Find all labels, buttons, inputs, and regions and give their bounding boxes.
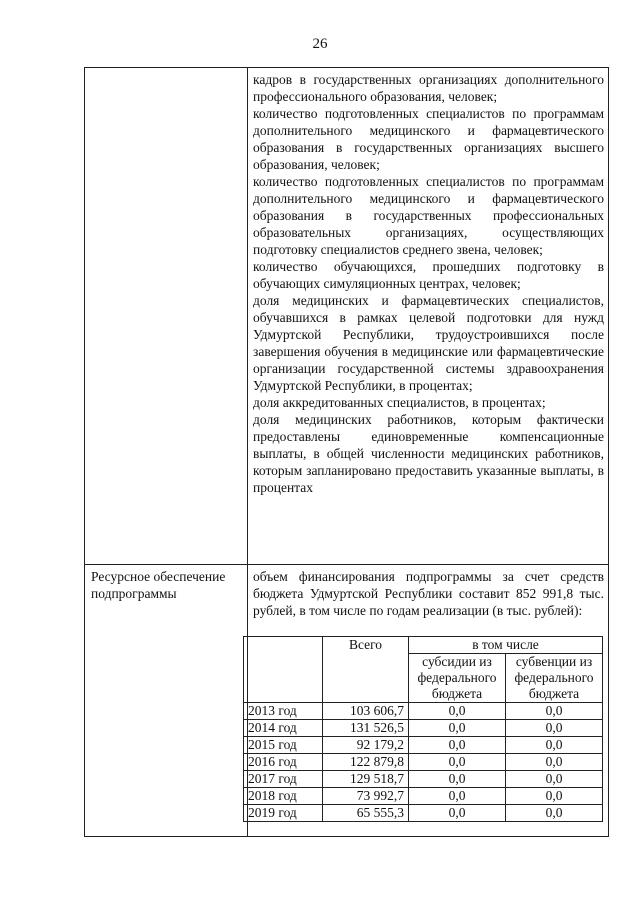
funding-paragraph: объем финансирования подпрограммы за счет средств бюджета Удмуртской Республики составит 852 991,8 тыс. рублей, в том числе по годам реализации (в тыс. рублей): (253, 569, 604, 618)
subventions-header: субвенции из федерального бюджета (506, 654, 603, 703)
year-header (244, 637, 323, 703)
table-row (244, 754, 603, 771)
including-header: в том числе (409, 637, 603, 654)
total-header: Всего (323, 637, 409, 703)
table-row (244, 720, 603, 737)
subsidies-cell: 0,0 (409, 703, 506, 720)
table-row (244, 805, 603, 822)
indicator-item: количество подготовленных специалистов по программам дополнительного медицинского и фармацевтического образования в государственных профессиональных образовательных организациях, осуществляющих подготовку специалистов среднего звена, человек; (253, 174, 604, 257)
table-row (244, 788, 603, 805)
subventions-cell: 0,0 (506, 703, 603, 720)
year-cell: 2013 год (244, 703, 323, 720)
total-cell: 103 606,7 (323, 703, 409, 720)
total-cell: 131 526,5 (323, 720, 409, 737)
subsidies-cell: 0,0 (409, 788, 506, 805)
subsidies-cell: 0,0 (409, 737, 506, 754)
total-cell: 129 518,7 (323, 771, 409, 788)
year-cell: 2016 год (244, 754, 323, 771)
year-cell: 2019 год (244, 805, 323, 822)
subsidies-cell: 0,0 (409, 754, 506, 771)
year-cell: 2015 год (244, 737, 323, 754)
indicator-item: кадров в государственных организациях дополнительного профессионального образования, человек; (253, 72, 604, 104)
indicators-list (253, 71, 604, 496)
subventions-cell: 0,0 (506, 771, 603, 788)
total-cell: 92 179,2 (323, 737, 409, 754)
subsidies-header: субсидии из федерального бюджета (409, 654, 506, 703)
row-divider (85, 564, 608, 565)
resource-label: Ресурсное обеспечение подпрограммы (91, 569, 226, 601)
indicator-item: количество обучающихся, прошедших подготовку в обучающих симуляционных центрах, человек; (253, 259, 604, 291)
table-row (244, 771, 603, 788)
subventions-cell: 0,0 (506, 720, 603, 737)
table-row (244, 703, 603, 720)
subventions-cell: 0,0 (506, 788, 603, 805)
indicator-item: доля медицинских и фармацевтических специалистов, обучавшихся в рамках целевой подготовки для нужд Удмуртской Республики, трудоустроившихся после завершения обучения в медицинские или фармацевтические организации государственной системы здравоохранения Удмуртской Республики, в процентах; (253, 293, 604, 393)
year-cell: 2018 год (244, 788, 323, 805)
year-cell: 2014 год (244, 720, 323, 737)
indicator-item: доля аккредитованных специалистов, в процентах; (253, 395, 546, 410)
subsidies-cell: 0,0 (409, 771, 506, 788)
table-row (244, 737, 603, 754)
indicator-item: количество подготовленных специалистов по программам дополнительного медицинского и фармацевтического образования в государственных организациях высшего образования, человек; (253, 106, 604, 172)
passport-table (84, 67, 609, 837)
subsidies-cell: 0,0 (409, 805, 506, 822)
total-cell: 65 555,3 (323, 805, 409, 822)
total-cell: 73 992,7 (323, 788, 409, 805)
funding-text (253, 568, 604, 619)
finance-header-row (244, 637, 603, 654)
subventions-cell: 0,0 (506, 737, 603, 754)
total-cell: 122 879,8 (323, 754, 409, 771)
year-cell: 2017 год (244, 771, 323, 788)
indicator-item: доля медицинских работников, которым фактически предоставлены единовременные компенсационные выплаты, в общей численности медицинских работников, которым запланировано предоставить указанные выплаты, в процентах (253, 412, 604, 495)
subventions-cell: 0,0 (506, 805, 603, 822)
page-number: 26 (312, 36, 328, 52)
subventions-cell: 0,0 (506, 754, 603, 771)
subsidies-cell: 0,0 (409, 720, 506, 737)
finance-table (243, 636, 603, 822)
